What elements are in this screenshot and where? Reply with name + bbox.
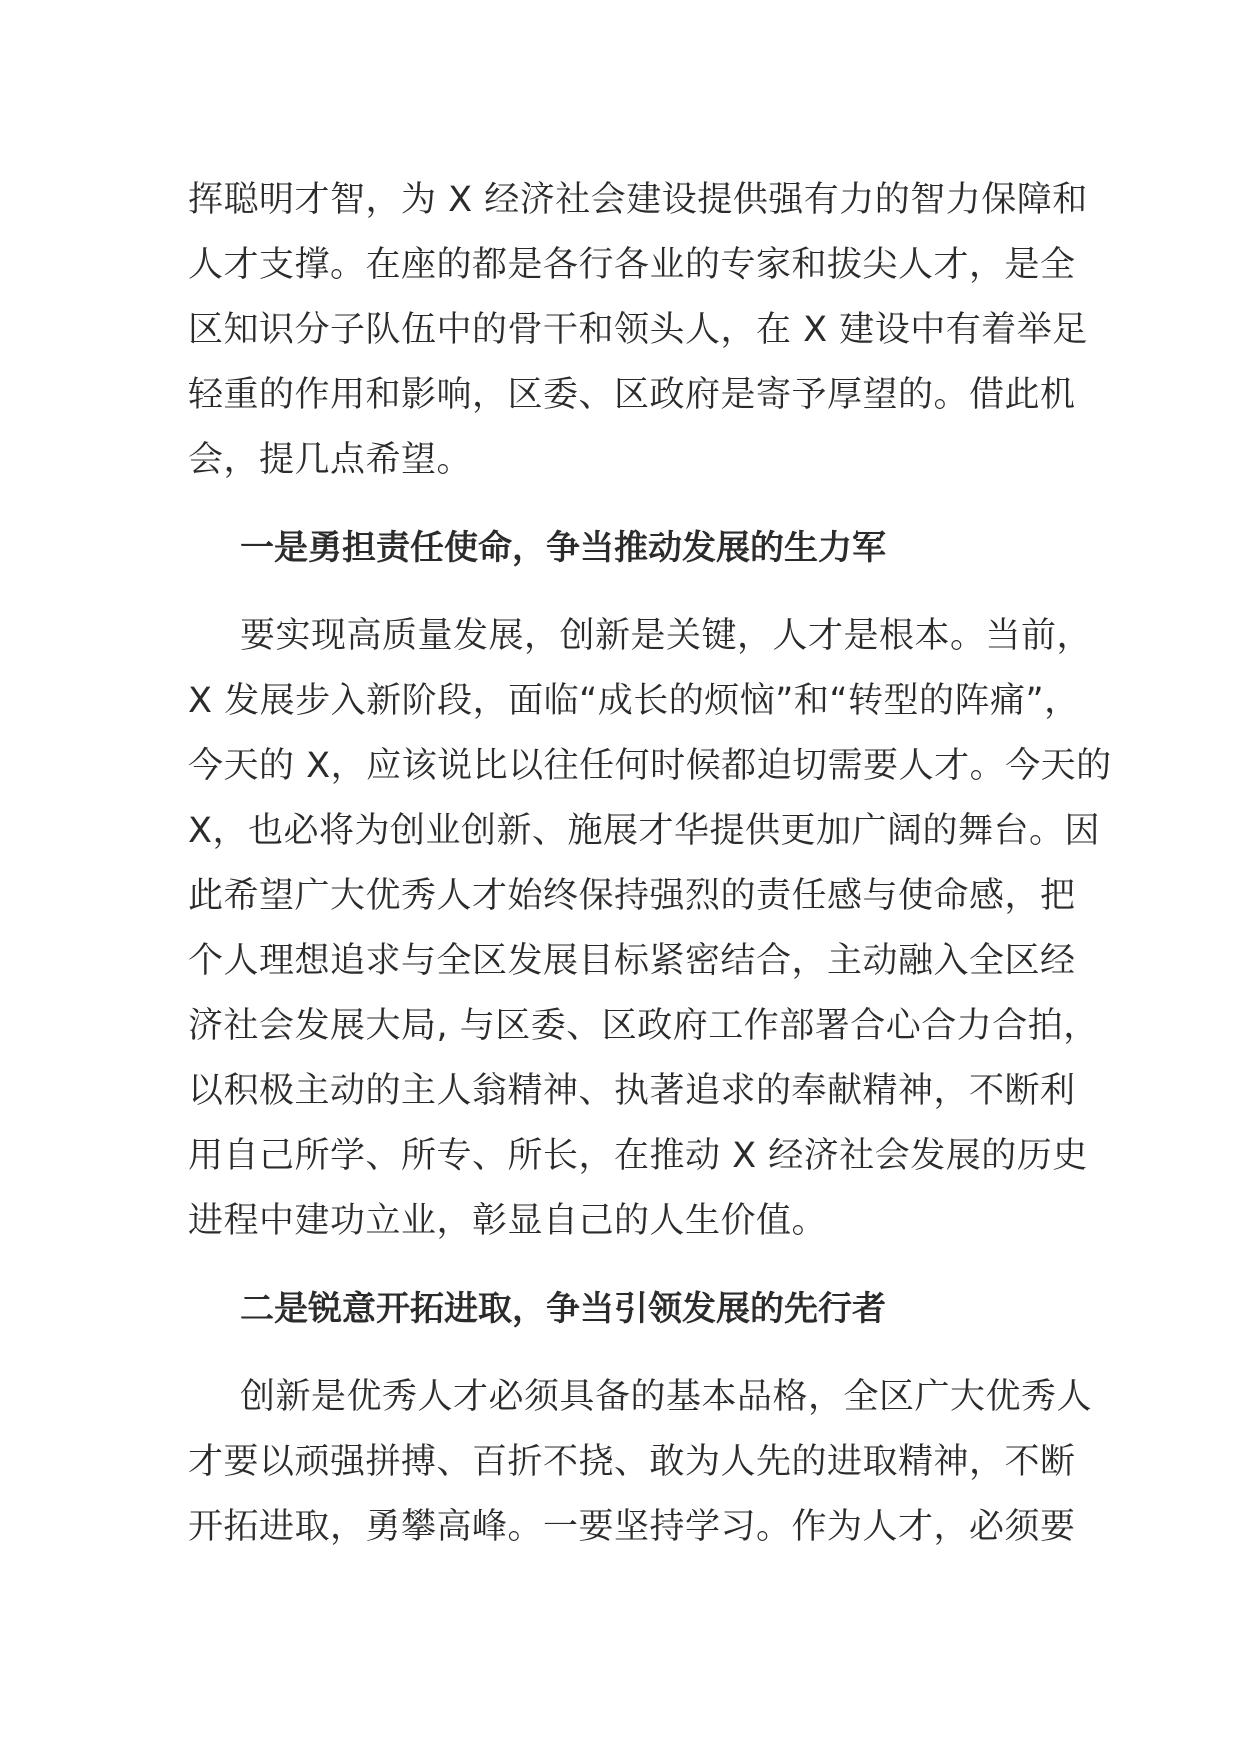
document-body <box>188 168 1112 1560</box>
paragraph-line: 用自己所学、所专、所长，在推动 X 经济社会发展的历史 <box>188 1136 1088 1176</box>
paragraph-line: 创新是优秀人才必须具备的基本品格，全区广大优秀人 <box>240 1377 1093 1417</box>
paragraph-section-2 <box>188 1365 1093 1560</box>
paragraph-line: 此希望广大优秀人才始终保持强烈的责任感与使命感，把 <box>188 876 1076 916</box>
paragraph-line: 开拓进取，勇攀高峰。一要坚持学习。作为人才，必须要 <box>188 1507 1076 1547</box>
paragraph-line: 人才支撑。在座的都是各行各业的专家和拔尖人才，是全 <box>188 245 1076 285</box>
paragraph-section-1 <box>188 604 1112 1254</box>
paragraph-line: 会，提几点希望。 <box>188 440 473 480</box>
paragraph-line: 要实现高质量发展，创新是关键，人才是根本。当前， <box>240 616 1093 656</box>
section-heading-1: 一是勇担责任使命，争当推动发展的生力军 <box>240 528 886 568</box>
paragraph-line: 今天的 X，应该说比以往任何时候都迫切需要人才。今天的 <box>188 746 1112 786</box>
paragraph-line: 才要以顽强拼搏、百折不挠、敢为人先的进取精神，不断 <box>188 1442 1076 1482</box>
paragraph-line: 以积极主动的主人翁精神、执著追求的奉献精神，不断利 <box>188 1071 1076 1111</box>
paragraph-intro <box>188 168 1088 493</box>
paragraph-line: 区知识分子队伍中的骨干和领头人，在 X 建设中有着举足 <box>188 310 1088 350</box>
paragraph-line: 进程中建功立业，彰显自己的人生价值。 <box>188 1201 828 1241</box>
paragraph-line: 挥聪明才智，为 X 经济社会建设提供强有力的智力保障和 <box>188 180 1088 220</box>
section-heading-2: 二是锐意开拓进取，争当引领发展的先行者 <box>240 1289 886 1329</box>
paragraph-line: X，也必将为创业创新、施展才华提供更加广阔的舞台。因 <box>188 811 1100 851</box>
paragraph-line: 轻重的作用和影响，区委、区政府是寄予厚望的。借此机 <box>188 375 1076 415</box>
paragraph-line: 个人理想追求与全区发展目标紧密结合，主动融入全区经 <box>188 941 1076 981</box>
paragraph-line: 济社会发展大局, 与区委、区政府工作部署合心合力合拍， <box>188 1006 1099 1046</box>
paragraph-line: X 发展步入新阶段，面临“成长的烦恼”和“转型的阵痛”， <box>188 681 1080 721</box>
